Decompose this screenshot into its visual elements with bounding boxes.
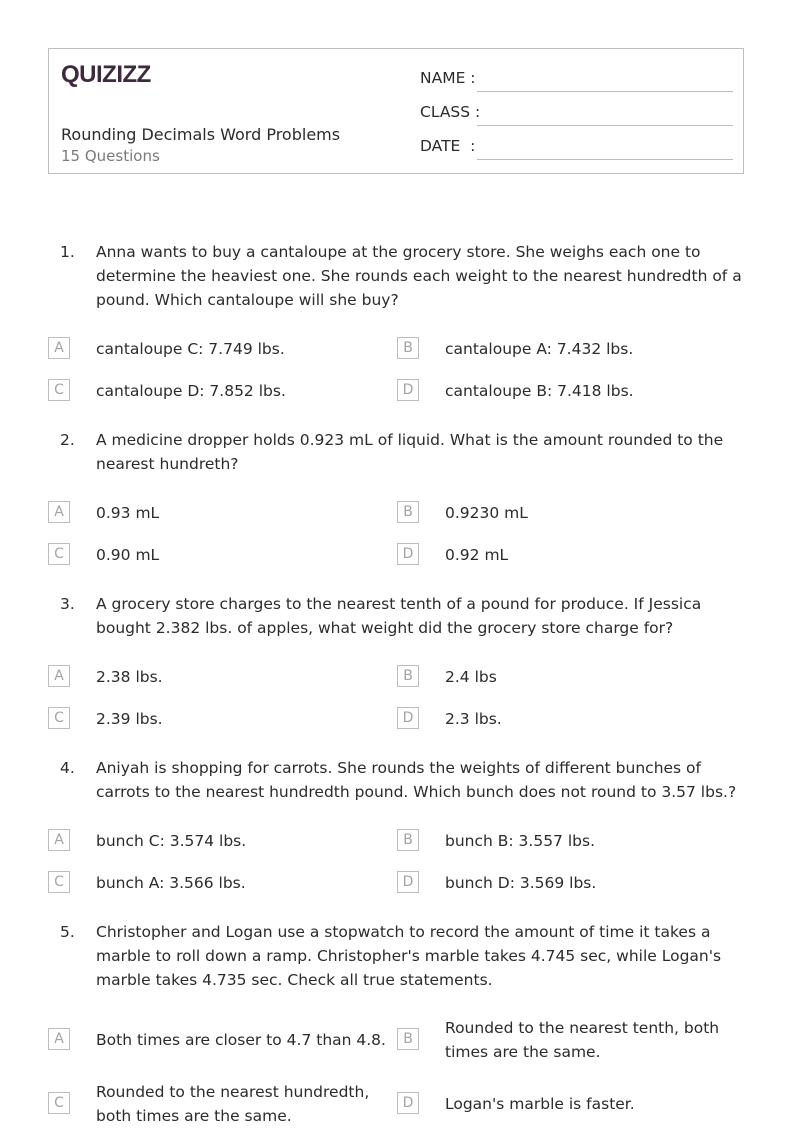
quizizz-logo (61, 59, 153, 93)
option-text: 0.93 mL (96, 504, 160, 522)
option-text: 0.92 mL (445, 546, 509, 564)
question-text: Christopher and Logan use a stopwatch to record the amount of time it takes a marble to roll down a ramp. Christopher's marble takes 4.745 sec, while Logan's marble takes 4.735 sec. Check all true statements. (96, 923, 722, 989)
question-number: 5. (60, 923, 75, 941)
logo-text: QUIZIZZ (61, 61, 151, 88)
option-text: Rounded to the nearest hundredth, both times are the same. (96, 1083, 370, 1125)
class-label: CLASS : (420, 103, 481, 121)
option-letter: B (397, 829, 419, 851)
option-text: 2.4 lbs (445, 668, 497, 686)
option-text: bunch D: 3.569 lbs. (445, 874, 597, 892)
option-text: bunch C: 3.574 lbs. (96, 832, 247, 850)
option-letter: C (48, 871, 70, 893)
option-letter: A (48, 337, 70, 359)
question-number: 2. (60, 431, 75, 449)
worksheet-header (48, 48, 744, 174)
option-text: Both times are closer to 4.7 than 4.8. (96, 1031, 386, 1049)
option-text: Logan's marble is faster. (445, 1095, 635, 1113)
option-letter: A (48, 665, 70, 687)
option-text: 2.39 lbs. (96, 710, 163, 728)
worksheet-title: Rounding Decimals Word Problems (61, 125, 341, 144)
option-text: cantaloupe C: 7.749 lbs. (96, 340, 285, 358)
worksheet-question-count: 15 Questions (61, 147, 160, 165)
question-number: 4. (60, 759, 75, 777)
option-text: cantaloupe D: 7.852 lbs. (96, 382, 286, 400)
option-letter: D (397, 543, 419, 565)
option-letter: C (48, 1092, 70, 1114)
option-text: Rounded to the nearest tenth, both times are the same. (445, 1019, 720, 1061)
option-letter: D (397, 379, 419, 401)
option-text: bunch B: 3.557 lbs. (445, 832, 595, 850)
option-letter: A (48, 501, 70, 523)
option-letter: C (48, 543, 70, 565)
option-letter: A (48, 829, 70, 851)
option-text: 0.90 mL (96, 546, 160, 564)
class-blank-line[interactable] (477, 125, 733, 126)
option-letter: B (397, 337, 419, 359)
date-blank-line[interactable] (477, 159, 733, 160)
option-text: cantaloupe B: 7.418 lbs. (445, 382, 634, 400)
option-letter: B (397, 1028, 419, 1050)
option-text: 2.38 lbs. (96, 668, 163, 686)
name-label: NAME : (420, 69, 476, 87)
question-number: 3. (60, 595, 75, 613)
option-letter: B (397, 501, 419, 523)
option-letter: D (397, 1092, 419, 1114)
option-text: bunch A: 3.566 lbs. (96, 874, 246, 892)
question-text: A medicine dropper holds 0.923 mL of liquid. What is the amount rounded to the nearest hundreth? (96, 431, 724, 473)
question-text: Anna wants to buy a cantaloupe at the grocery store. She weighs each one to determine the heaviest one. She rounds each weight to the nearest hundredth of a pound. Which cantaloupe will she buy? (96, 243, 742, 309)
date-label: DATE : (420, 137, 476, 155)
option-text: 2.3 lbs. (445, 710, 502, 728)
option-letter: D (397, 707, 419, 729)
option-text: cantaloupe A: 7.432 lbs. (445, 340, 634, 358)
option-letter: A (48, 1028, 70, 1050)
option-letter: D (397, 871, 419, 893)
option-letter: C (48, 379, 70, 401)
option-text: 0.9230 mL (445, 504, 528, 522)
question-text: A grocery store charges to the nearest tenth of a pound for produce. If Jessica bought 2.382 lbs. of apples, what weight did the grocery store charge for? (96, 595, 702, 637)
question-text: Aniyah is shopping for carrots. She rounds the weights of different bunches of carrots to the nearest hundredth pound. Which bunch does not round to 3.57 lbs.? (96, 759, 737, 801)
name-blank-line[interactable] (477, 91, 733, 92)
option-letter: C (48, 707, 70, 729)
option-letter: B (397, 665, 419, 687)
question-number: 1. (60, 243, 75, 261)
